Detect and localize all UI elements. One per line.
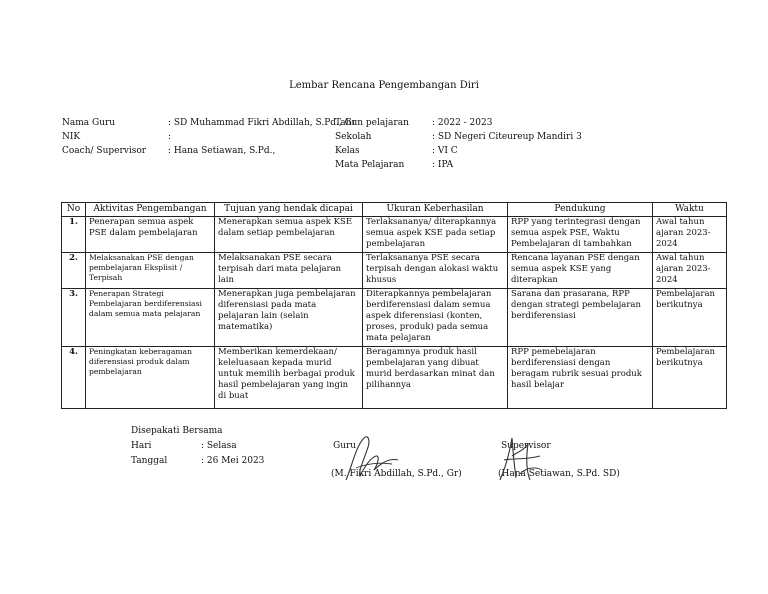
cell-ukuran: Terlaksananya/ diterapkannya semua aspek KSE pada setiap pembelajaran <box>363 217 508 253</box>
cell-aktivitas: Peningkatan keberagaman diferensiasi produk dalam pembelajaran <box>86 347 215 409</box>
nik-value: : <box>168 132 172 142</box>
tahun-pelajaran-label: Tahun pelajaran <box>335 118 409 128</box>
col-header-pendukung: Pendukung <box>508 203 653 217</box>
col-header-tujuan: Tujuan yang hendak dicapai <box>215 203 363 217</box>
agreed-label: Disepakati Bersama <box>131 426 223 436</box>
tahun-pelajaran-value: : 2022 - 2023 <box>432 118 493 128</box>
cell-no: 1. <box>62 217 86 253</box>
guru-name: (M. Fikri Abdillah, S.Pd., Gr) <box>331 469 462 479</box>
cell-pendukung: RPP pemebelajaran berdiferensiasi dengan beragam rubrik sesuai produk hasil belajar <box>508 347 653 409</box>
coach-value: : Hana Setiawan, S.Pd., <box>168 146 276 156</box>
guru-label: Guru <box>333 441 357 451</box>
date-value: : 26 Mei 2023 <box>201 456 265 466</box>
supervisor-label: Supervisor <box>501 441 551 451</box>
day-value: : Selasa <box>201 441 237 451</box>
cell-aktivitas: Melaksanakan PSE dengan pembelajaran Eksplisit / Terpisah <box>86 253 215 289</box>
mata-pelajaran-value: : IPA <box>432 160 454 170</box>
table-row <box>62 253 727 289</box>
col-header-waktu: Waktu <box>653 203 727 217</box>
cell-tujuan: Memberikan kemerdekaan/ keleluasaan kepada murid untuk memilih berbagai produk hasil pembelajaran yang ingin di buat <box>215 347 363 409</box>
col-header-ukuran: Ukuran Keberhasilan <box>363 203 508 217</box>
mata-pelajaran-label: Mata Pelajaran <box>335 160 405 170</box>
cell-tujuan: Menerapkan juga pembelajaran diferensiasi pada mata pelajaran lain (selain matematika) <box>215 289 363 347</box>
document-title: Lembar Rencana Pengembangan Diri <box>289 80 479 91</box>
col-header-aktivitas: Aktivitas Pengembangan <box>86 203 215 217</box>
cell-tujuan: Menerapkan semua aspek KSE dalam setiap pembelajaran <box>215 217 363 253</box>
cell-no: 2. <box>62 253 86 289</box>
cell-ukuran: Terlaksananya PSE secara terpisah dengan alokasi waktu khusus <box>363 253 508 289</box>
kelas-value: : VI C <box>432 146 458 156</box>
day-label: Hari <box>131 441 152 451</box>
table-row <box>62 289 727 347</box>
cell-waktu: Awal tahun ajaran 2023-2024 <box>653 217 727 253</box>
table-row <box>62 217 727 253</box>
development-plan-table <box>61 202 727 409</box>
kelas-label: Kelas <box>335 146 360 156</box>
date-label: Tanggal <box>131 456 168 466</box>
supervisor-name: (Hana Setiawan, S.Pd. SD) <box>498 469 620 479</box>
cell-pendukung: RPP yang terintegrasi dengan semua aspek PSE, Waktu Pembelajaran di tambahkan <box>508 217 653 253</box>
cell-pendukung: Rencana layanan PSE dengan semua aspek KSE yang diterapkan <box>508 253 653 289</box>
sekolah-value: : SD Negeri Citeureup Mandiri 3 <box>432 132 582 142</box>
coach-label: Coach/ Supervisor <box>62 146 147 156</box>
col-header-no: No <box>62 203 86 217</box>
cell-aktivitas: Penerapan Strategi Pembelajaran berdiferensiasi dalam semua mata pelajaran <box>86 289 215 347</box>
guru-signature <box>338 428 408 488</box>
cell-waktu: Pembelajaran berikutnya <box>653 289 727 347</box>
nama-guru-value: : SD Muhammad Fikri Abdillah, S.Pd., Gr <box>168 118 357 128</box>
cell-ukuran: Beragamnya produk hasil pembelajaran yang dibuat murid berdasarkan minat dan pilihannya <box>363 347 508 409</box>
cell-ukuran: Diterapkannya pembelajaran berdiferensiasi dalam semua aspek diferensiasi (konten, proses, produk) pada semua mata pelajaran <box>363 289 508 347</box>
cell-aktivitas: Penerapan semua aspek PSE dalam pembelajaran <box>86 217 215 253</box>
cell-pendukung: Sarana dan prasarana, RPP dengan strategi pembelajaran berdiferensiasi <box>508 289 653 347</box>
nik-label: NIK <box>62 132 81 142</box>
cell-waktu: Pembelajaran berikutnya <box>653 347 727 409</box>
table-header-row <box>62 203 727 217</box>
supervisor-signature <box>490 430 550 490</box>
cell-no: 3. <box>62 289 86 347</box>
sekolah-label: Sekolah <box>335 132 372 142</box>
nama-guru-label: Nama Guru <box>62 118 116 128</box>
table-row <box>62 347 727 409</box>
cell-no: 4. <box>62 347 86 409</box>
cell-waktu: Awal tahun ajaran 2023-2024 <box>653 253 727 289</box>
cell-tujuan: Melaksanakan PSE secara terpisah dari mata pelajaran lain <box>215 253 363 289</box>
